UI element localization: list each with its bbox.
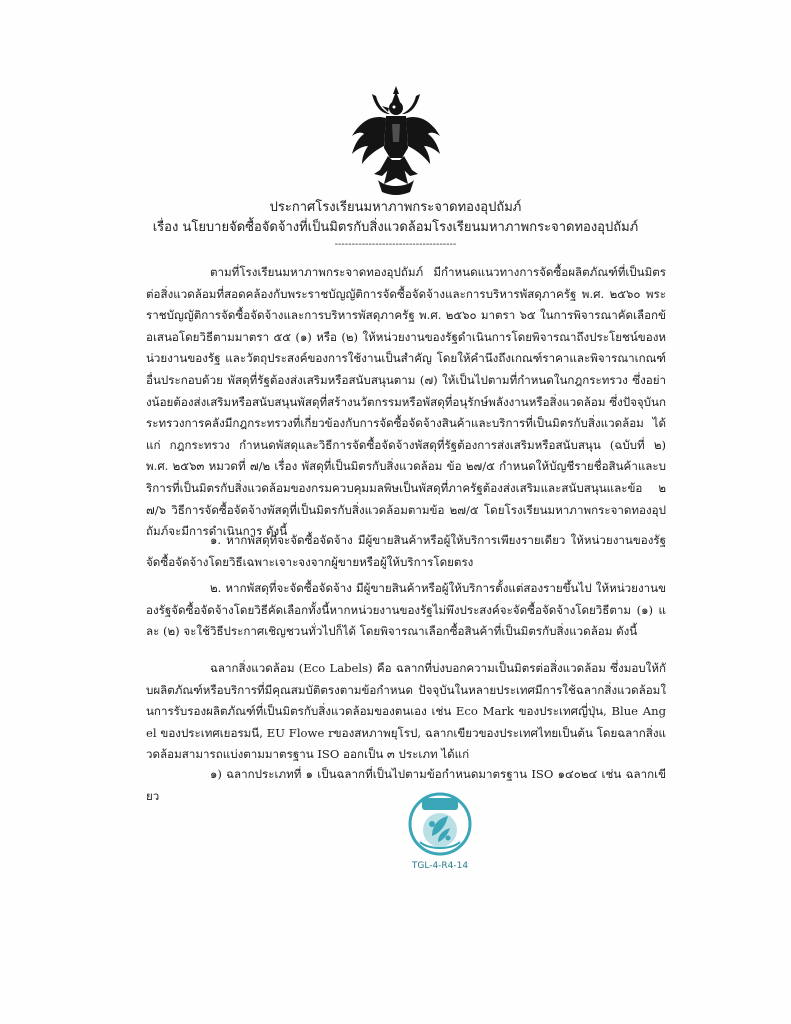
paragraph-item-1: ๑. หากพัสดุที่จะจัดซื้อจัดจ้าง มีผู้ขายสินค้าหรือผู้ให้บริการเพียงรายเดียว ให้หน่วยงานของรัฐจัดซื้อจัดจ้างโดยวิธีเฉพาะเจาะจงจากผู้ขายหรือผู้ให้บริการโดยตรง	[146, 533, 666, 569]
paragraph-intro: ตามที่โรงเรียนมหาภาพกระจาดทองอุปถัมภ์ มีกำหนดแนวทางการจัดซื้อผลิตภัณฑ์ที่เป็นมิตรต่อสิ่งแวดล้อมที่สอดคล้องกับพระราชบัญญัติการจัดซื้อจัดจ้างและการบริหารพัสดุภาครัฐ พ.ศ. ๒๕๖๐ พระราชบัญญัติการจัดซื้อจัดจ้างและการบริหารพัสดุภาครัฐ พ.ศ. ๒๕๖๐ มาตรา ๖๕ ในการพิจารณาคัดเลือกข้อเสนอโดยวิธีตามมาตรา ๕๕ (๑) หรือ (๒) ให้หน่วยงานของรัฐดำเนินการโดยพิจารณาถึงประโยชน์ของหน่วยงานของรัฐ และวัตถุประสงค์ของการใช้งานเป็นสำคัญ โดยให้คำนึงถึงเกณฑ์ราคาและพิจารณาเกณฑ์อื่นประกอบด้วย พัสดุที่รัฐต้องส่งเสริมหรือสนับสนุนตาม (๗) ให้เป็นไปตามที่กำหนดในกฎกระทรวง ซึ่งอย่างน้อยต้องส่งเสริมหรือสนับสนุนพัสดุที่สร้างนวัตกรรมหรือพัสดุที่อนุรักษ์พลังงานหรือสิ่งแวดล้อม ซึ่งปัจจุบันกระทรวงการคลังมีกฎกระทรวงที่เกี่ยวข้องกับการจัดซื้อจัดจ้างสินค้าและบริการที่เป็นมิตรกับสิ่งแวดล้อม ได้แก่ กฎกระทรวง กำหนดพัสดุและวิธีการจัดซื้อจัดจ้างพัสดุที่รัฐต้องการส่งเสริมหรือสนับสนุน (ฉบับที่ ๒) พ.ศ. ๒๕๖๓ หมวดที่ ๗/๒ เรื่อง พัสดุที่เป็นมิตรกับสิ่งแวดล้อม ข้อ ๒๗/๕ กำหนดให้บัญชีรายชื่อสินค้าและบริการที่เป็นมิตรกับสิ่งแวดล้อมของกรมควบคุมมลพิษเป็นพัสดุที่ภาครัฐต้องส่งเสริมและสนับสนุนและข้อ ๒๗/๖ วิธีการจัดซื้อจัดจ้างพัสดุที่เป็นมิตรกับสิ่งแวดล้อมตามข้อ ๒๗/๕ โดยโรงเรียนมหาภาพกระจาดทองอุปถัมภ์จะมีการดำเนินการ ดังนี้	[146, 265, 666, 539]
title-divider: ------------------------------------	[334, 239, 457, 250]
paragraph-label-type-1: ๑) ฉลากประเภทที่ ๑ เป็นฉลากที่เป็นไปตามข้อกำหนดมาตรฐาน ISO ๑๔๐๒๔ เช่น ฉลากเขียว	[146, 767, 666, 803]
garuda-emblem-icon	[348, 84, 444, 196]
eco-label-code: TGL-4-R4-14	[411, 861, 469, 871]
paragraph-item-2: ๒. หากพัสดุที่จะจัดซื้อจัดจ้าง มีผู้ขายสินค้าหรือผู้ให้บริการตั้งแต่สองรายขึ้นไป ให้หน่วยงานของรัฐจัดซื้อจัดจ้างโดยวิธีคัดเลือกทั้งนี้หากหน่วยงานของรัฐไม่พึงประสงค์จะจัดซื้อจัดจ้างโดยวิธีตาม (๑) และ (๒) จะใช้วิธีประกาศเชิญชวนทั่วไปก็ได้ โดยพิจารณาเลือกซื้อสินค้าที่เป็นมิตรกับสิ่งแวดล้อม ดังนี้	[146, 581, 666, 639]
green-label-logo-icon	[408, 792, 472, 856]
paragraph-eco-labels: ฉลากสิ่งแวดล้อม (Eco Labels) คือ ฉลากที่บ่งบอกความเป็นมิตรต่อสิ่งแวดล้อม ซึ่งมอบให้กับผลิตภัณฑ์หรือบริการที่มีคุณสมบัติตรงตามข้อกำหนด ปัจจุบันในหลายประเทศมีการใช้ฉลากสิ่งแวดล้อมในการรับรองผลิตภัณฑ์ที่เป็นมิตรกับสิ่งแวดล้อมของตนเอง เช่น Eco Mark ของประเทศญี่ปุ่น, Blue Angel ของประเทศเยอรมนี, EU Flowe rของสหภาพยุโรป, ฉลากเขียวของประเทศไทยเป็นต้น โดยฉลากสิ่งแวดล้อมสามารถแบ่งตามมาตรฐาน ISO ออกเป็น ๓ ประเภท ได้แก่	[146, 661, 666, 762]
announcement-title: ประกาศโรงเรียนมหาภาพกระจาดทองอุปถัมภ์	[269, 200, 522, 215]
announcement-subject: เรื่อง นโยบายจัดซื้อจัดจ้างที่เป็นมิตรกับสิ่งแวดล้อมโรงเรียนมหาภาพกระจาดทองอุปถัมภ์	[152, 220, 639, 235]
